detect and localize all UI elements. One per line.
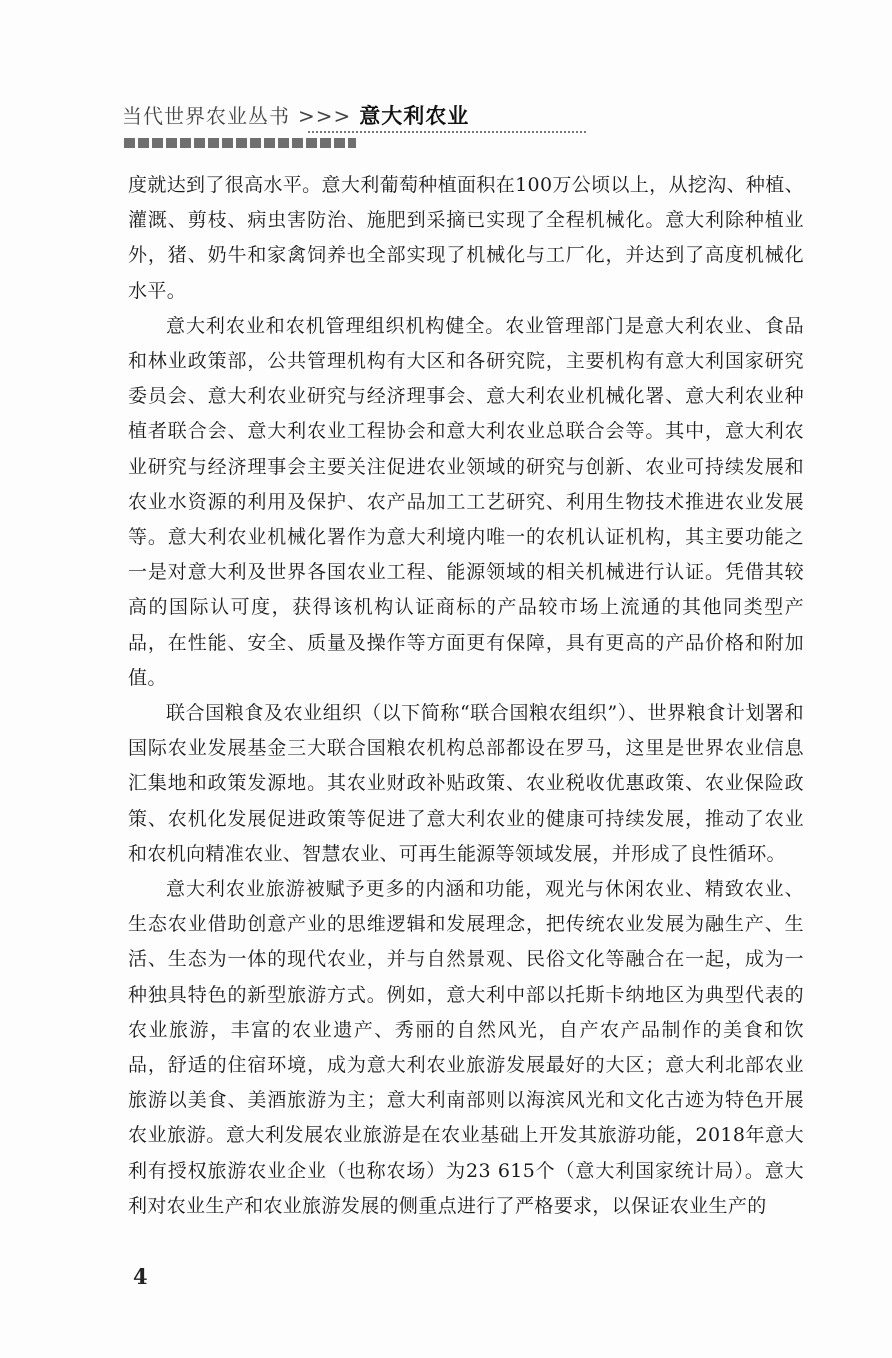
book-title: 意大利农业 <box>359 104 470 128</box>
body-text <box>128 168 804 1224</box>
header-arrows: >>> <box>298 104 352 128</box>
header-dotted-rule <box>308 131 586 133</box>
header-line <box>122 100 722 130</box>
series-title: 当代世界农业丛书 <box>122 104 290 128</box>
header-decorative-bar <box>124 138 356 148</box>
paragraph-continued: 度就达到了很高水平。意大利葡萄种植面积在100万公顷以上，从挖沟、种植、灌溉、剪枝、病虫害防治、施肥到采摘已实现了全程机械化。意大利除种植业外，猪、奶牛和家禽饲养也全部实现了机械化与工厂化，并达到了高度机械化水平。 <box>128 174 804 302</box>
paragraph-management-agencies: 意大利农业和农机管理组织机构健全。农业管理部门是意大利农业、食品和林业政策部，公共管理机构有大区和各研究院，主要机构有意大利国家研究委员会、意大利农业研究与经济理事会、意大利农业机械化署、意大利农业种植者联合会、意大利农业工程协会和意大利农业总联合会等。其中，意大利农业研究与经济理事会主要关注促进农业领域的研究与创新、农业可持续发展和农业水资源的利用及保护、农产品加工工艺研究、利用生物技术推进农业发展等。意大利农业机械化署作为意大利境内唯一的农机认证机构，其主要功能之一是对意大利及世界各国农业工程、能源领域的相关机械进行认证。凭借其较高的国际认可度，获得该机构认证商标的产品较市场上流通的其他同类型产品，在性能、安全、质量及操作等方面更有保障，具有更高的产品价格和附加值。 <box>128 314 804 689</box>
paragraph-agritourism: 意大利农业旅游被赋予更多的内涵和功能，观光与休闲农业、精致农业、生态农业借助创意产业的思维逻辑和发展理念，把传统农业发展为融生产、生活、生态为一体的现代农业，并与自然景观、民俗文化等融合在一起，成为一种独具特色的新型旅游方式。例如，意大利中部以托斯卡纳地区为典型代表的农业旅游，丰富的农业遗产、秀丽的自然风光，自产农产品制作的美食和饮品，舒适的住宿环境，成为意大利农业旅游发展最好的大区；意大利北部农业旅游以美食、美酒旅游为主；意大利南部则以海滨风光和文化古迹为特色开展农业旅游。意大利发展农业旅游是在农业基础上开发其旅游功能，2018年意大利有授权旅游农业企业（也称农场）为23 615个（意大利国家统计局）。意大利对农业生产和农业旅游发展的侧重点进行了严格要求，以保证农业生产的 <box>128 878 804 1217</box>
paragraph-un-organizations: 联合国粮食及农业组织（以下简称“联合国粮农组织”）、世界粮食计划署和国际农业发展基金三大联合国粮农机构总部都设在罗马，这里是世界农业信息汇集地和政策发源地。其农业财政补贴政策、农业税收优惠政策、农业保险政策、农机化发展促进政策等促进了意大利农业的健康可持续发展，推动了农业和农机向精准农业、智慧农业、可再生能源等领域发展，并形成了良性循环。 <box>128 702 804 865</box>
running-header <box>122 100 722 160</box>
page-number: 4 <box>133 1264 148 1289</box>
